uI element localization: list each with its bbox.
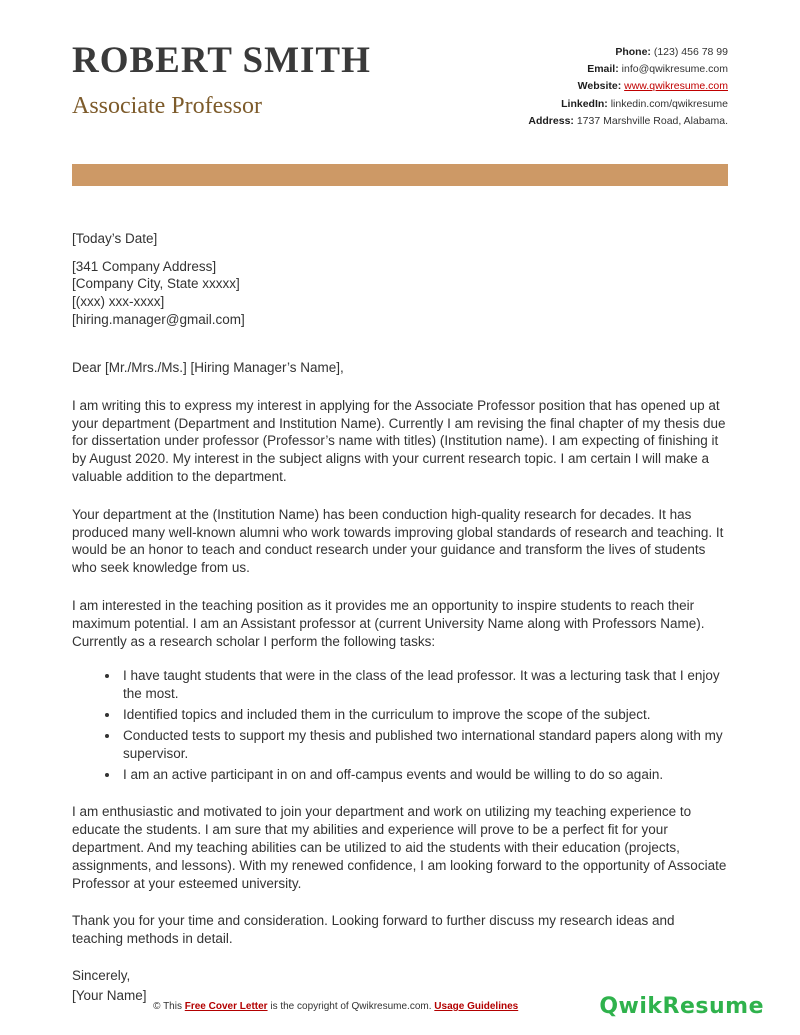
contact-label: LinkedIn: [561, 97, 608, 110]
bullet-item: • Identified topics and included them in the curriculum to improve the scope of the subject. [120, 706, 728, 724]
contact-value: linkedin.com/qwikresume [610, 97, 728, 110]
person-name: ROBERT SMITH [72, 40, 371, 81]
paragraph: I am interested in the teaching position as it provides me an opportunity to inspire students to reach their maximum potential. I am an Assistant professor at (current University Name along with Professors Name). Currently as a research scholar I perform the following tasks: [72, 598, 705, 649]
copyright-middle: is the copyright of Qwikresume.com. [267, 1001, 435, 1012]
contact-email [528, 61, 728, 78]
contact-label: Website: [577, 80, 622, 93]
letter-body [0, 230, 800, 1006]
recipient-address-block [72, 258, 728, 329]
contact-linkedin [528, 96, 728, 113]
job-title: Associate Professor [72, 92, 262, 119]
address-line: [341 Company Address] [72, 258, 217, 274]
contact-value: info@qwikresume.com [621, 63, 728, 76]
salutation: Dear [Mr./Mrs./Ms.] [Hiring Manager’s Name], [72, 359, 344, 375]
contact-block [528, 42, 728, 130]
qwikresume-logo [599, 994, 764, 1019]
header [0, 0, 800, 130]
paragraph: Your department at the (Institution Name) has been conduction high-quality research for decades. It has produced many well-known alumni who work towards improving global standards of research and teaching. It would be an honor to teach and conduct research under your guidance and transform the lives of students who seek knowledge from us. [72, 506, 724, 576]
contact-website [528, 78, 728, 95]
logo-qwik-text: Qwik [599, 994, 663, 1019]
bullet-item: • I am an active participant in on and off-campus events and would be willing to do so again. [120, 766, 728, 784]
logo-resume-text: Resume [662, 994, 764, 1019]
contact-label: Address: [528, 114, 574, 127]
contact-value: (123) 456 78 99 [653, 46, 728, 58]
contact-value: 1737 Marshville Road, Alabama. [576, 114, 728, 127]
signoff: Sincerely, [72, 968, 131, 984]
usage-guidelines-link[interactable]: Usage Guidelines [434, 1001, 519, 1012]
contact-label: Email: [587, 63, 619, 76]
copyright-prefix: © This [153, 1001, 185, 1012]
letter-date: [Today’s Date] [72, 231, 158, 247]
identity-block [72, 42, 371, 120]
free-cover-letter-link[interactable]: Free Cover Letter [184, 1001, 268, 1012]
address-line: [Company City, State xxxxx] [72, 276, 240, 292]
contact-phone [528, 44, 728, 61]
address-line: [hiring.manager@gmail.com] [72, 312, 245, 328]
paragraph: I am enthusiastic and motivated to join your department and work on utilizing my teaching experience to educate the students. I am sure that my abilities and experience will prove to be a perfect fit for your department. And my teaching abilities can be utilized to aid the students with their education (projects, assignments, and lessons). With my renewed confidence, I am looking forward to the opportunity of Associate Professor at your esteemed university. [72, 804, 727, 891]
contact-label: Phone: [615, 46, 651, 58]
copyright-text [72, 1001, 599, 1012]
paragraph: Thank you for your time and consideration. Looking forward to further discuss my research ideas and teaching methods in detail. [72, 913, 675, 947]
address-line: [(xxx) xxx-xxxx] [72, 294, 165, 310]
accent-divider-bar [72, 164, 728, 186]
contact-address [528, 113, 728, 130]
website-link[interactable]: www.qwikresume.com [624, 80, 728, 93]
paragraph: I am writing this to express my interest in applying for the Associate Professor position that has opened up at your department (Department and Institution Name). Currently I am revising the final chapter of my thesis due for dissertation under professor (Professor’s name with titles) (Institution name). I am expecting of finishing it by August 2020. My interest in the subject aligns with your current research topic. I am certain I will make a valuable addition to the department. [72, 397, 726, 484]
bullet-item: • Conducted tests to support my thesis and published two international standard papers along with my supervisor. [120, 727, 728, 763]
footer [72, 994, 764, 1019]
signature-name: [Your Name] [72, 988, 147, 1004]
bullet-item: • I have taught students that were in the class of the lead professor. It was a lecturing task that I enjoy the most. [120, 667, 728, 703]
tasks-bullet-list [72, 667, 728, 783]
